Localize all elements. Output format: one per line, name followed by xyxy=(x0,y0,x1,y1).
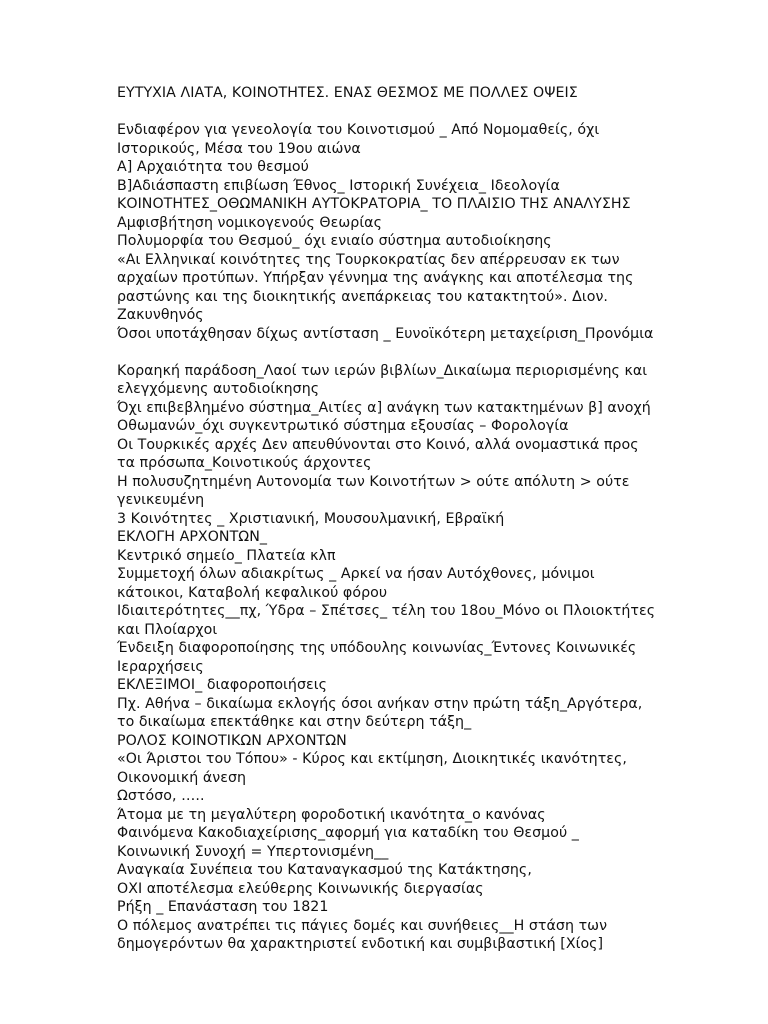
text-line: Κοραηκή παράδοση_Λαοί των ιερών βιβλίων_Δικαίωμα περιορισμένης και xyxy=(117,362,648,379)
text-line: Οθωμανών_όχι συγκεντρωτικό σύστημα εξουσίας – Φορολογία xyxy=(117,418,569,434)
text-line: Α] Αρχαιότητα του θεσμού xyxy=(117,159,309,175)
text-line: Συμμετοχή όλων αδιακρίτως _ Αρκεί να ήσαν Αυτόχθονες, μόνιμοι xyxy=(117,566,595,582)
text-line: Κεντρικό σημείο_ Πλατεία κλπ xyxy=(117,547,336,564)
text-line: ΟΧΙ αποτέλεσμα ελεύθερης Κοινωνικής διεργασίας xyxy=(117,880,484,897)
block-communities xyxy=(117,362,757,954)
text-line: Όχι επιβεβλημένο σύστημα_Αιτίες α] ανάγκη των κατακτημένων β] ανοχή xyxy=(117,399,651,416)
text-line: Η πολυσυζητημένη Αυτονομία των Κοινοτήτων > ούτε απόλυτη > ούτε xyxy=(117,473,630,490)
quote-author: Ζακυνθηνός xyxy=(117,307,204,323)
section-heading: ΡΟΛΟΣ ΚΟΙΝΟΤΙΚΩΝ ΑΡΧΟΝΤΩΝ xyxy=(117,732,347,749)
quote-line: ραστώνης και της διοικητικής ανεπάρκειας του κατακτητού». Διον. xyxy=(117,288,608,305)
text-line: Κοινωνική Συνοχή = Υπερτονισμένη__ xyxy=(117,843,389,860)
text-line: Ιστορικούς, Μέσα του 19ου αιώνα xyxy=(117,140,361,157)
text-line: κάτοικοι, Καταβολή κεφαλικού φόρου xyxy=(117,584,388,601)
text-line: Πολυμορφία του Θεσμού_ όχι ενιαίο σύστημα αυτοδιοίκησης xyxy=(117,233,552,249)
text-line: Οι Τουρκικές αρχές Δεν απευθύνονται στο Κοινό, αλλά ονομαστικά προς xyxy=(117,436,639,453)
text-line: γενικευμένη xyxy=(117,492,205,508)
text-line: Ωστόσο, ….. xyxy=(117,788,205,804)
text-line: και Πλοίαρχοι xyxy=(117,621,218,638)
text-line: Πχ. Αθήνα – δικαίωμα εκλογής όσοι ανήκαν στην πρώτη τάξη_Αργότερα, xyxy=(117,695,643,712)
text-line: Ενδιαφέρον για γενεολογία του Κοινοτισμού _ Από Νομομαθείς, όχι xyxy=(117,122,600,138)
text-line: Ο πόλεμος ανατρέπει τις πάγιες δομές και συνήθειες__Η στάση των xyxy=(117,917,608,934)
text-line: Αναγκαία Συνέπεια του Καταναγκασμού της Κατάκτησης, xyxy=(117,862,532,878)
text-line: Ιεραρχήσεις xyxy=(117,658,204,675)
text-line: ελεγχόμενης αυτοδιοίκησης xyxy=(117,381,320,397)
text-line: Οικονομική άνεση xyxy=(117,769,247,786)
section-heading: ΕΚΛΟΓΗ ΑΡΧΟΝΤΩΝ_ xyxy=(117,529,267,545)
block-origins xyxy=(117,121,757,343)
text-line: τα πρόσωπα_Κοινοτικούς άρχοντες xyxy=(117,455,372,471)
quote-line: αρχαίων προτύπων. Υπήρξαν γέννημα της ανάγκης και αποτέλεσμα της xyxy=(117,270,634,286)
blank-line xyxy=(117,103,757,122)
text-line: Β]Αδιάσπαστη επιβίωση Έθνος_ Ιστορική Συνέχεια_ Ιδεολογία xyxy=(117,177,560,194)
section-heading: ΚΟΙΝΟΤΗΤΕΣ_ΟΘΩΜΑΝΙΚΗ ΑΥΤΟΚΡΑΤΟΡΙΑ_ ΤΟ ΠΛΑΙΣΙΟ ΤΗΣ ΑΝΑΛΥΣΗΣ xyxy=(117,196,631,212)
document-title: ΕΥΤΥΧΙΑ ΛΙΑΤΑ, ΚΟΙΝΟΤΗΤΕΣ. ΕΝΑΣ ΘΕΣΜΟΣ ΜΕ ΠΟΛΛΕΣ ΟΨΕΙΣ xyxy=(117,85,578,101)
text-line: το δικαίωμα επεκτάθηκε και στην δεύτερη τάξη_ xyxy=(117,714,472,730)
text-line: «Οι Άριστοι του Τόπου» - Κύρος και εκτίμηση, Διοικητικές ικανότητες, xyxy=(117,751,627,767)
quote-line: «Αι Ελληνικαί κοινότητες της Τουρκοκρατίας δεν απέρρευσαν εκ των xyxy=(117,251,620,268)
text-line: Ένδειξη διαφοροποίησης της υπόδουλης κοινωνίας_Έντονες Κοινωνικές xyxy=(117,640,637,656)
text-line: Ιδιαιτερότητες__πχ, Ύδρα – Σπέτσες_ τέλη του 18ου_Μόνο οι Πλοιοκτήτες xyxy=(117,603,656,619)
text-line: Άτομα με τη μεγαλύτερη φοροδοτική ικανότητα_ο κανόνας xyxy=(117,806,546,823)
text-line: δημογερόντων θα χαρακτηριστεί ενδοτική και συμβιβαστική [Χίος] xyxy=(117,936,604,952)
text-line: Όσοι υποτάχθησαν δίχως αντίσταση _ Ευνοϊκότερη μεταχείριση_Προνόμια xyxy=(117,325,654,342)
blank-line xyxy=(117,343,757,362)
text-line: Φαινόμενα Κακοδιαχείρισης_αφορμή για καταδίκη του Θεσμού _ xyxy=(117,825,579,841)
text-line: Ρήξη _ Επανάσταση του 1821 xyxy=(117,899,329,915)
document-page xyxy=(117,84,757,954)
text-line: 3 Κοινότητες _ Χριστιανική, Μουσουλμανική, Εβραϊκή xyxy=(117,510,505,527)
text-line: Αμφισβήτηση νομικογενούς Θεωρίας xyxy=(117,214,382,231)
section-heading: ΕΚΛΕΞΙΜΟΙ_ διαφοροποιήσεις xyxy=(117,677,327,693)
